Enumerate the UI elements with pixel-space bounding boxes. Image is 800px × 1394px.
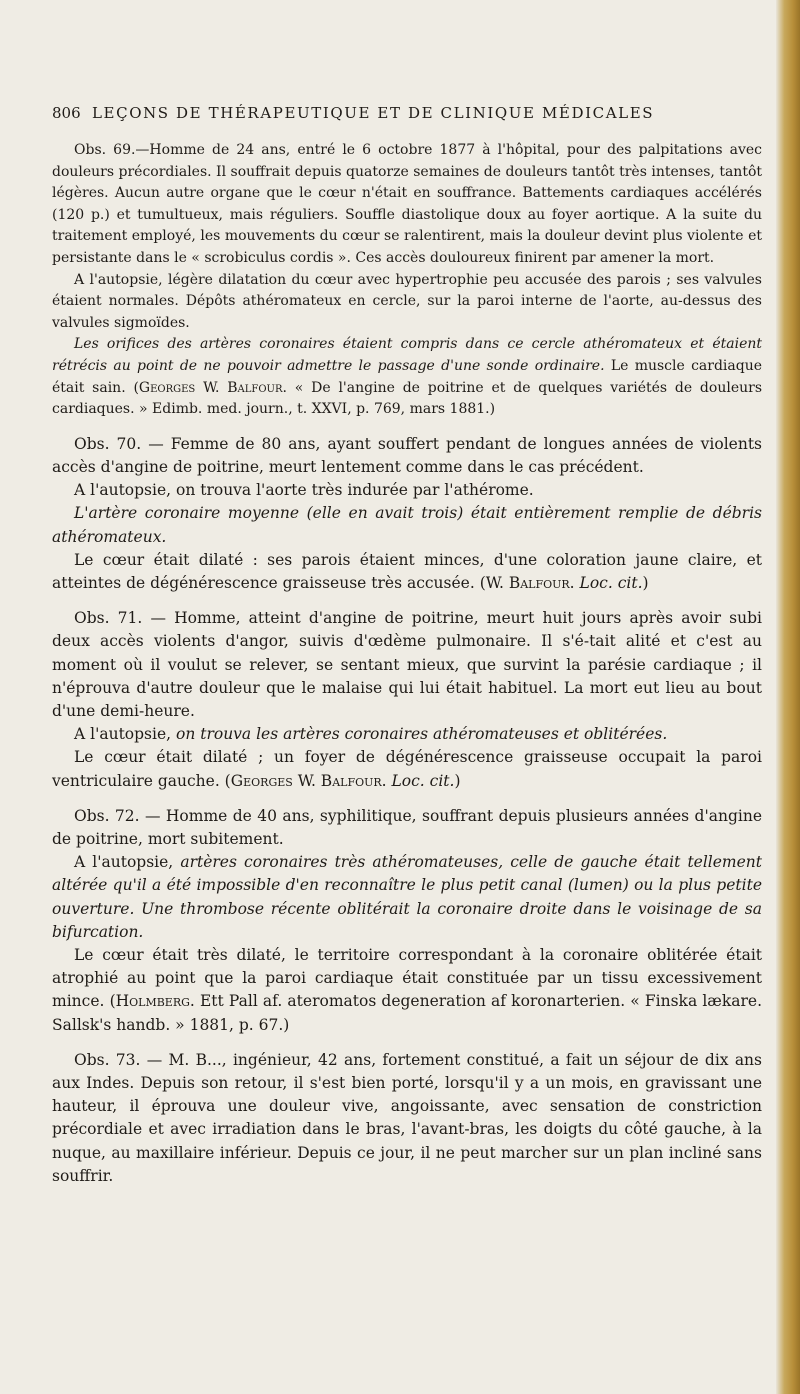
obs72-citation: Ett Pall af. ateromatos degeneration af koronarterien. « Finska lækare. Sallsk's handb. » 1881, p. 67.) [52, 992, 762, 1034]
page-header [52, 104, 762, 122]
obs70-tail: ) [642, 573, 649, 592]
obs71-paragraph-1: Obs. 71. — Homme, atteint d'angine de poitrine, meurt huit jours après avoir subi deux accès violents d'angor, suivis d'œdème pulmonaire. Il s'é-tait alité et c'est au moment où il voulut se relever, se sentant mieux, que survint la parésie cardiaque ; il n'éprouva d'autre douleur que le malaise qui lui était habituel. La mort eut lieu au bout d'une demi-heure. [52, 609, 762, 720]
obs70-author: Balfour. [508, 573, 575, 592]
obs69-paragraph-1: Obs. 69.—Homme de 24 ans, entré le 6 octobre 1877 à l'hôpital, pour des palpitations avec douleurs précordiales. Il souffrait depuis quatorze semaines de douleurs tantôt très intenses, tantôt légères. Aucun autre organe que le cœur n'était en souffrance. Battements cardiaques accélérés (120 p.) et tumultueux, mais réguliers. Souffle diastolique doux au foyer aortique. A la suite du traitement employé, les mouvements du cœur se ralentirent, mais la douleur devint plus violente et persistante dans le « scrobiculus cordis ». Ces accès douloureux finirent par amener la mort. [52, 142, 762, 266]
obs69-italic: Les orifices des artères coronaires étaient compris dans ce cercle athéromateux et étaient rétrécis au point de ne pouvoir admettre le passage d'une sonde ordinaire. [52, 336, 762, 374]
obs69-paragraph-3 [52, 334, 762, 420]
obs70-text: Le cœur était dilaté : ses parois étaient minces, d'une coloration jaune claire, et atteintes de dégénérescence graisseuse très accusée. (W. [52, 550, 762, 592]
observation-72 [52, 805, 762, 1037]
obs72-text-2: Le cœur était très dilaté, le territoire correspondant à la coronaire oblitérée était atrophié au point que la paroi cardiaque était constituée par un tissu excessivement mince. ( [52, 945, 762, 1011]
obs71-paragraph-3 [52, 746, 762, 792]
obs71-loc-cit: Loc. cit. [386, 771, 455, 790]
obs71-text-2: Le cœur était dilaté ; un foyer de dégénérescence graisseuse occupait la paroi ventriculaire gauche. ( [52, 748, 762, 790]
document-page [52, 104, 762, 1200]
obs72-paragraph-3 [52, 944, 762, 1037]
observation-73 [52, 1049, 762, 1188]
obs70-paragraph-1: Obs. 70. — Femme de 80 ans, ayant souffert pendant de longues années de violents accès d'angine de poitrine, meurt lentement comme dans le cas précédent. [52, 434, 762, 476]
observation-70 [52, 433, 762, 595]
obs70-paragraph-4 [52, 549, 762, 595]
obs69-text: Le muscle cardiaque était sain. ( [52, 357, 762, 396]
obs72-paragraph-1: Obs. 72. — Homme de 40 ans, syphilitique, souffrant depuis plusieurs années d'angine de poitrine, mort subitement. [52, 806, 762, 848]
obs69-author: Georges W. Balfour. [138, 379, 287, 396]
obs70-italic-2: coronaire moyenne (elle en avait trois) était entièrement remplie de débris athéromateux. [52, 504, 762, 546]
obs70-italic-1: L'artère [74, 504, 138, 523]
page-edge [776, 0, 800, 1394]
page-number: 806 [52, 104, 81, 122]
obs69-citation: « De l'angine de poitrine et de quelques variétés de douleurs cardiaques. » Edimb. med. journ., t. XXVI, p. 769, mars 1881.) [52, 379, 763, 418]
obs71-text-1: A l'autopsie, [74, 725, 176, 744]
obs71-paragraph-2 [52, 723, 762, 746]
obs72-text-1: A l'autopsie, [74, 853, 181, 872]
obs71-author: Georges W. Balfour. [230, 771, 387, 790]
observation-71 [52, 607, 762, 793]
obs70-paragraph-3 [52, 502, 762, 548]
running-head: LEÇONS DE THÉRAPEUTIQUE ET DE CLINIQUE MÉDICALES [92, 104, 655, 122]
obs69-paragraph-2: A l'autopsie, légère dilatation du cœur avec hypertrophie peu accusée des parois ; ses valvules étaient normales. Dépôts athéromateux en cercle, sur la paroi interne de l'aorte, au-dessus des valvules sigmoïdes. [52, 271, 762, 331]
obs72-author: Holmberg. [115, 992, 195, 1011]
obs73-paragraph-1: Obs. 73. — M. B..., ingénieur, 42 ans, fortement constitué, a fait un séjour de dix ans aux Indes. Depuis son retour, il s'est bien porté, lorsqu'il y a un mois, en gravissant une hauteur, il éprouva une douleur vive, angoissante, avec sensation de constriction précordiale et avec irradiation dans le bras, l'avant-bras, les doigts du côté gauche, à la nuque, au maxillaire inférieur. Depuis ce jour, il ne peut marcher sur un plan incliné sans souffrir. [52, 1050, 762, 1185]
obs71-italic: on trouva les artères coronaires athéromateuses et oblitérées. [175, 725, 668, 744]
obs70-paragraph-2: A l'autopsie, on trouva l'aorte très indurée par l'athérome. [74, 481, 534, 500]
observation-69 [52, 140, 762, 421]
obs72-italic: artères coronaires très athéromateuses, celle de gauche était tellement altérée qu'il a été impossible d'en reconnaître le plus petit canal (lumen) ou la plus petite ouverture. Une thrombose récente oblitérait la coronaire droite dans le voisinage de sa bifurcation. [52, 853, 763, 941]
obs71-tail: ) [454, 771, 461, 790]
obs70-loc-cit: Loc. cit. [574, 573, 643, 592]
obs72-paragraph-2 [52, 851, 762, 944]
